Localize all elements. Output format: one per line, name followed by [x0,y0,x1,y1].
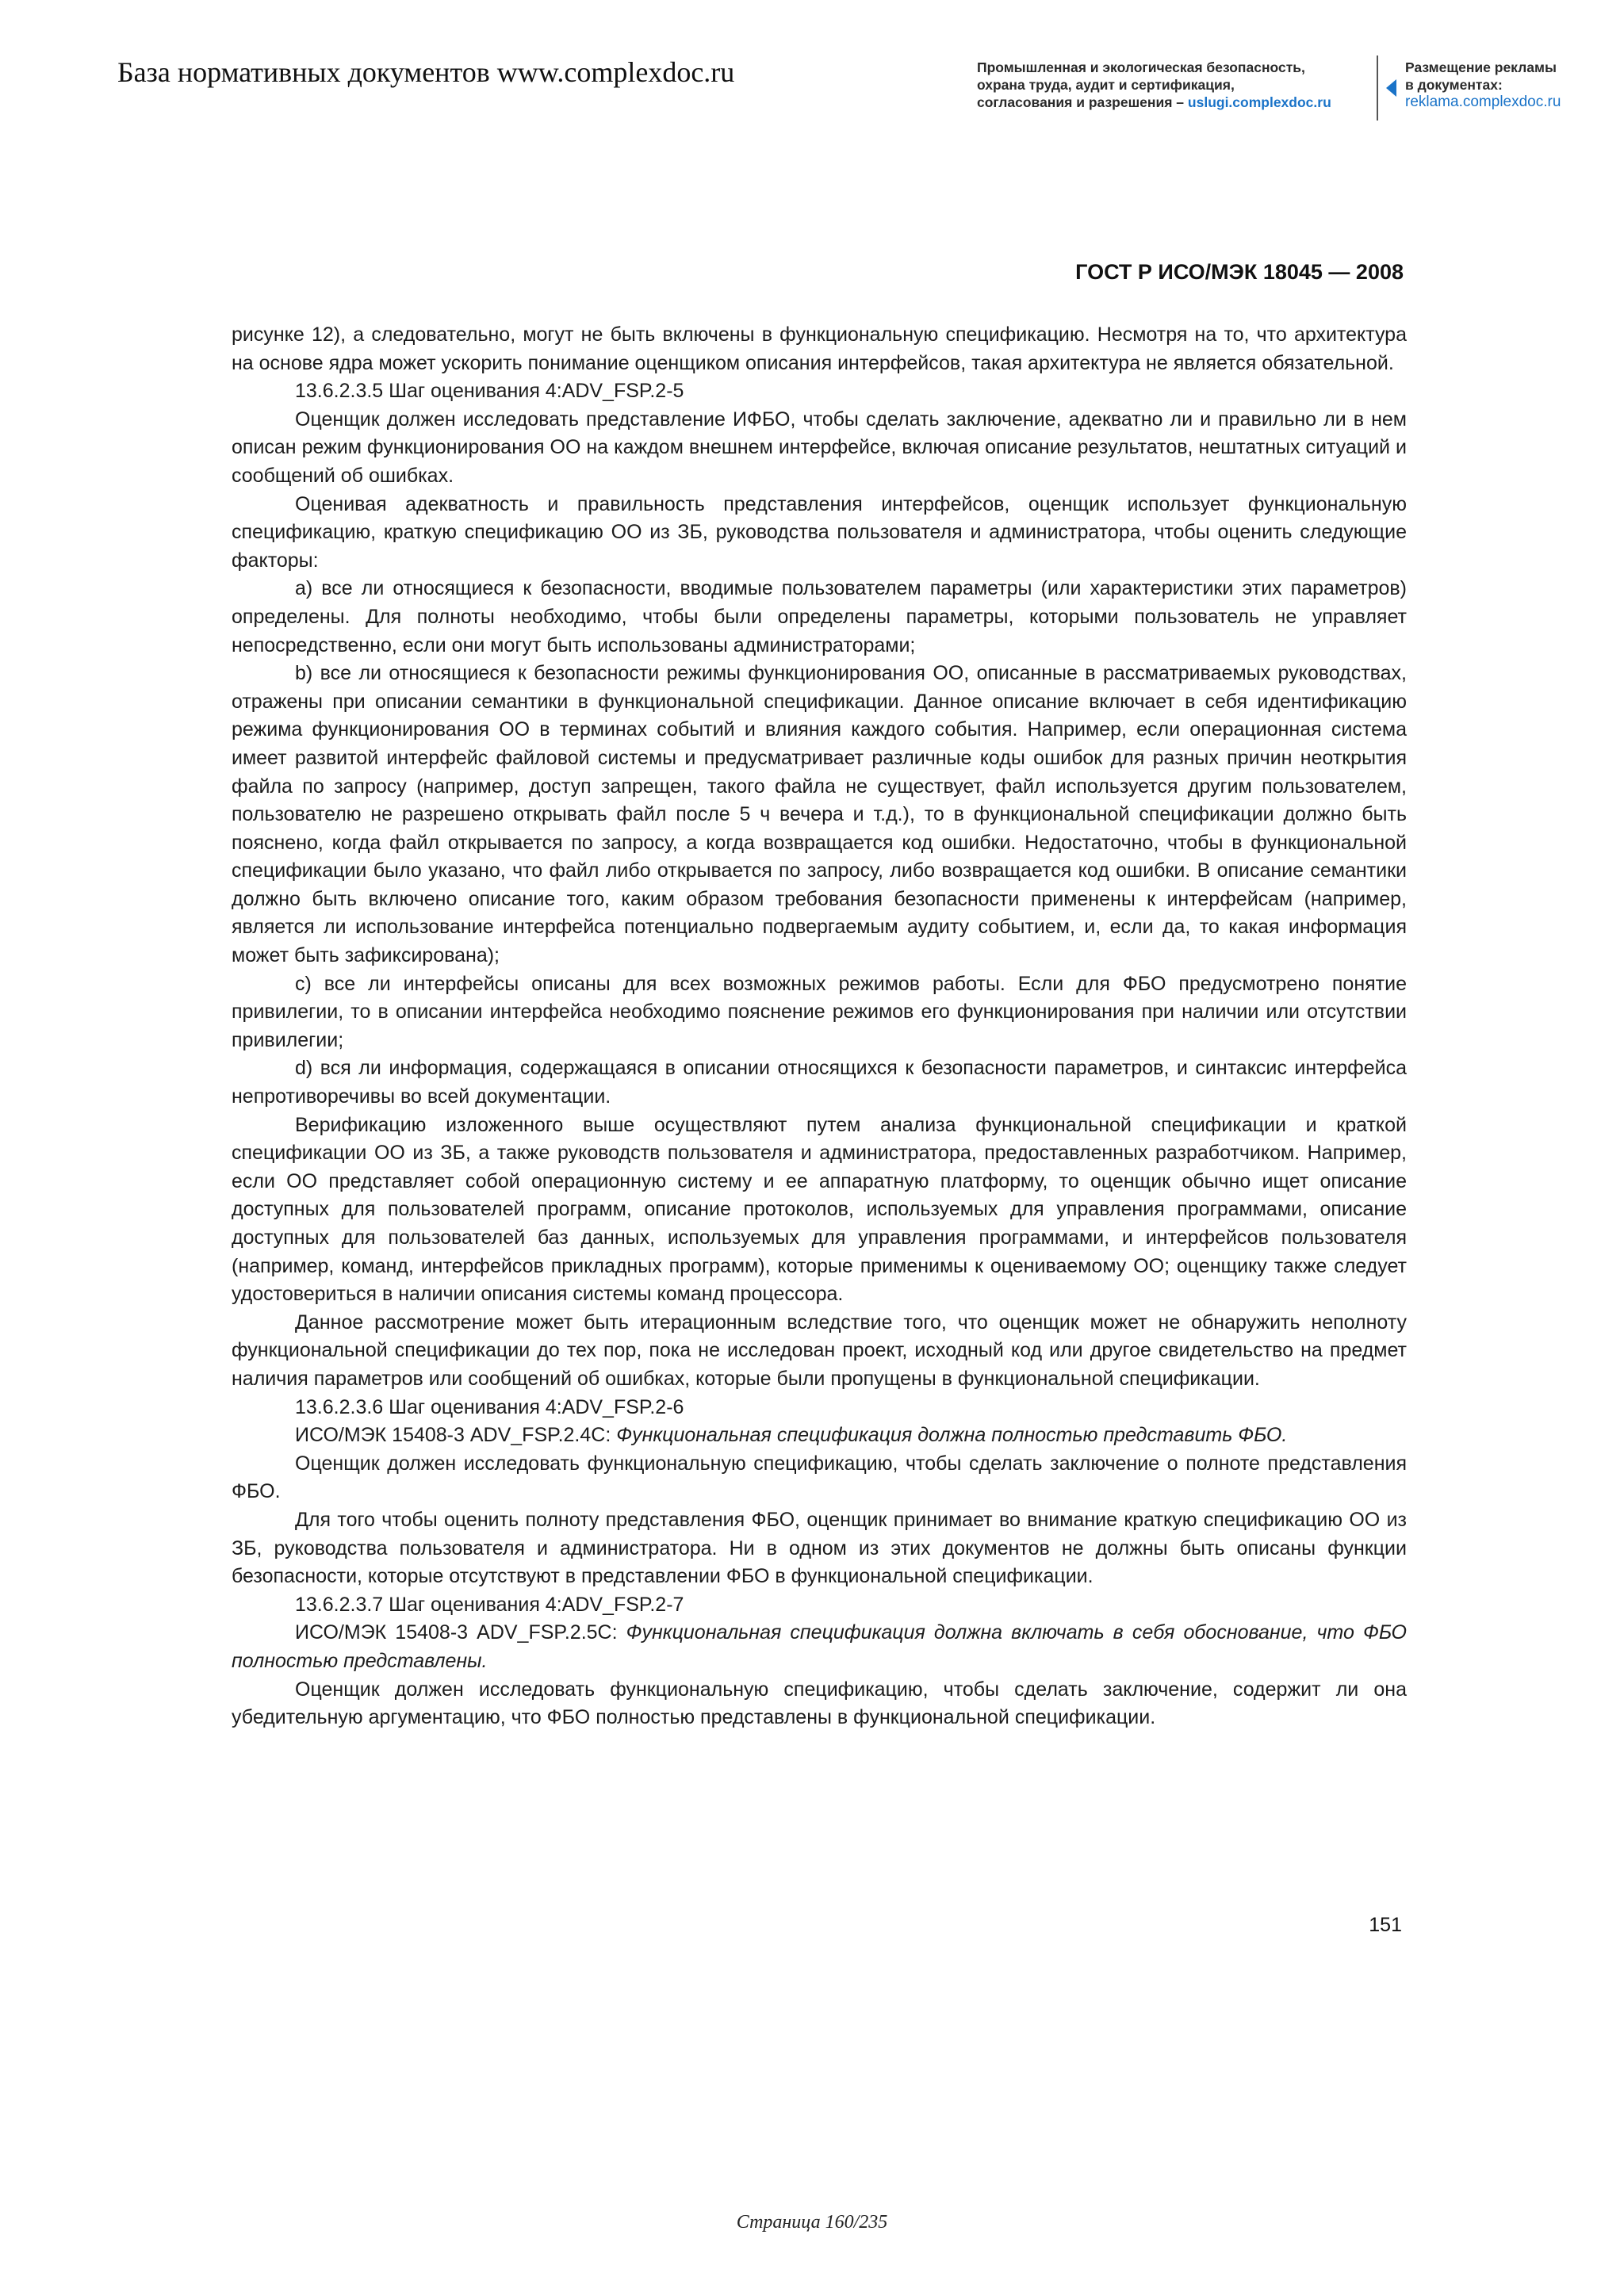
banner-divider [1377,55,1378,121]
paragraph-text: a) все ли относящиеся к безопасности, вводимые пользователем параметры (или характеристики этих параметров) определены. Для полноты необходимо, чтобы были определены параметры, которыми пользователь не управляет непосредственно, если они могут быть использованы администраторами; [232,577,1407,656]
paragraph-text: Оценщик должен исследовать функциональную спецификацию, чтобы сделать заключение, содержит ли она убедительную аргументацию, что ФБО полностью представлены в функциональной спецификации. [232,1678,1407,1729]
arrow-left-icon [1386,79,1396,97]
paragraph-text: Данное рассмотрение может быть итерационным вследствие того, что оценщик может не обнаружить неполноту функциональной спецификации до тех пор, пока не исследован проект, исходный код или другое свидетельство на предмет наличия параметров или сообщений об ошибках, которые были пропущены в функциональной спецификации. [232,1311,1407,1390]
services-link[interactable]: uslugi.complexdoc.ru [1187,94,1331,110]
paragraph-text: 13.6.2.3.6 Шаг оценивания 4:ADV_FSP.2-6 [295,1395,684,1418]
paragraph-text: Оценщик должен исследовать представление ИФБО, чтобы сделать заключение, адекватно ли и правильно ли в нем описан режим функционирования ОО на каждом внешнем интерфейсе, включая описание результатов, нештатных ситуаций и сообщений об ошибках. [232,408,1407,487]
paragraph-text: 13.6.2.3.7 Шаг оценивания 4:ADV_FSP.2-7 [295,1593,684,1616]
page-number: 151 [1369,1914,1402,1936]
banner-right-line-1: Размещение рекламы [1405,59,1557,75]
banner-left-prefix: согласования и разрешения – [977,94,1188,110]
paragraph-text: d) вся ли информация, содержащаяся в описании относящихся к безопасности параметров, и синтаксис интерфейса непротиворечивы во всей документации. [232,1057,1407,1108]
paragraph [232,1112,1407,1309]
paragraph [232,1676,1407,1732]
banner-left-line-2: охрана труда, аудит и сертификация, [977,77,1235,93]
paragraph-text: Оценщик должен исследовать функциональную спецификацию, чтобы сделать заключение о полноте представления ФБО. [232,1452,1407,1503]
advertising-link[interactable]: reklama.complexdoc.ru [1405,94,1561,110]
section-heading [232,377,1407,406]
banner-right-line-2: в документах: [1405,77,1503,93]
paragraph-text: 13.6.2.3.5 Шаг оценивания 4:ADV_FSP.2-5 [295,380,684,403]
paragraph [232,1619,1407,1675]
site-title: База нормативных документов www.complexdoc.ru [117,56,735,88]
paragraph-text: рисунке 12), а следовательно, могут не быть включены в функциональную спецификацию. Несмотря на то, что архитектура на основе ядра может ускорить понимание оценщиком описания интерфейсов, такая архитектура не является обязательной. [232,323,1407,374]
paragraph-text: ИСО/МЭК 15408-3 ADV_FSP.2.5C: [295,1621,626,1644]
paragraph [232,1054,1407,1111]
paragraph [232,1450,1407,1506]
paragraph [232,1506,1407,1591]
paragraph [232,660,1407,970]
paragraph-emphasis: Функциональная спецификация должна включать в себя обоснование, что ФБО полностью представлены. [232,1621,1408,1672]
paragraph [232,321,1407,377]
banner-left-line-1: Промышленная и экологическая безопасность, [977,59,1305,75]
document-body [232,321,1407,1732]
paragraph [232,1309,1407,1394]
paragraph [232,575,1407,660]
paragraph-text: ИСО/МЭК 15408-3 ADV_FSP.2.4C: [295,1424,617,1447]
section-heading [232,1394,1407,1422]
paragraph-text: Для того чтобы оценить полноту представления ФБО, оценщик принимает во внимание краткую спецификацию ОО из ЗБ, руководства пользователя и администратора. Ни в одном из этих документов не должны быть описаны функции безопасности, которые отсутствуют в представлении ФБО в функциональной спецификации. [232,1508,1407,1588]
paragraph-text: Оценивая адекватность и правильность представления интерфейсов, оценщик использует функциональную спецификацию, краткую спецификацию ОО из ЗБ, руководства пользователя и администратора, чтобы оценить следующие факторы: [232,492,1407,572]
page-footer: Страница 160/235 [736,2212,888,2233]
paragraph [232,970,1407,1055]
paragraph-emphasis: Функциональная спецификация должна полностью представить ФБО. [616,1424,1288,1447]
paragraph [232,1422,1407,1450]
banner-left-line-3 [977,94,1373,111]
paragraph [232,406,1407,491]
paragraph [232,491,1407,576]
advertising-banner[interactable] [1405,59,1611,111]
paragraph-text: b) все ли относящиеся к безопасности режимы функционирования ОО, описанные в рассматриваемых руководствах, отражены при описании семантики в функциональной спецификации. Данное описание включает в себя идентификацию режима функционирования ОО в терминах событий и влияния каждого события. Например, если операционная система имеет развитой интерфейс файловой системы и предусматривает различные коды ошибок для разных причин неоткрытия файла по запросу (например, доступ запрещен, такого файла не существует, файл используется другим пользователем, пользователю не разрешено открывать файл после 5 ч вечера и т.д.), то в функциональной спецификации должно быть пояснено, когда файл открывается по запросу, а когда возвращается код ошибки. Недостаточно, чтобы в функциональной спецификации было указано, что файл либо открывается по запросу, либо возвращается код ошибки. В описание семантики должно быть включено описание того, каким образом требования безопасности применены к интерфейсам (например, является ли использование интерфейса потенциально подвергаемым аудиту событием, и, если да, то какая информация может быть зафиксирована); [232,662,1407,967]
paragraph-text: Верификацию изложенного выше осуществляют путем анализа функциональной спецификации и краткой спецификации ОО из ЗБ, а также руководств пользователя и администратора, предоставленных разработчиком. Например, если ОО представляет собой операционную систему и ее аппаратную платформу, то оценщик обычно ищет описание доступных для пользователей программ, описание протоколов, используемых для управления программами, описание доступных для пользователей баз данных, используемых для управления программами, и интерфейсов пользователя (например, команд, интерфейсов прикладных программ), которые применимы к оцениваемому ОО; оценщику также следует удостовериться в наличии описания системы команд процессора. [232,1113,1407,1306]
section-heading [232,1591,1407,1620]
services-banner[interactable] [977,59,1373,111]
paragraph-text: c) все ли интерфейсы описаны для всех возможных режимов работы. Если для ФБО предусмотрено понятие привилегии, то в описании интерфейса необходимо пояснение режимов его функционирования при наличии или отсутствии привилегии; [232,972,1407,1051]
document-code: ГОСТ Р ИСО/МЭК 18045 — 2008 [1075,260,1404,284]
